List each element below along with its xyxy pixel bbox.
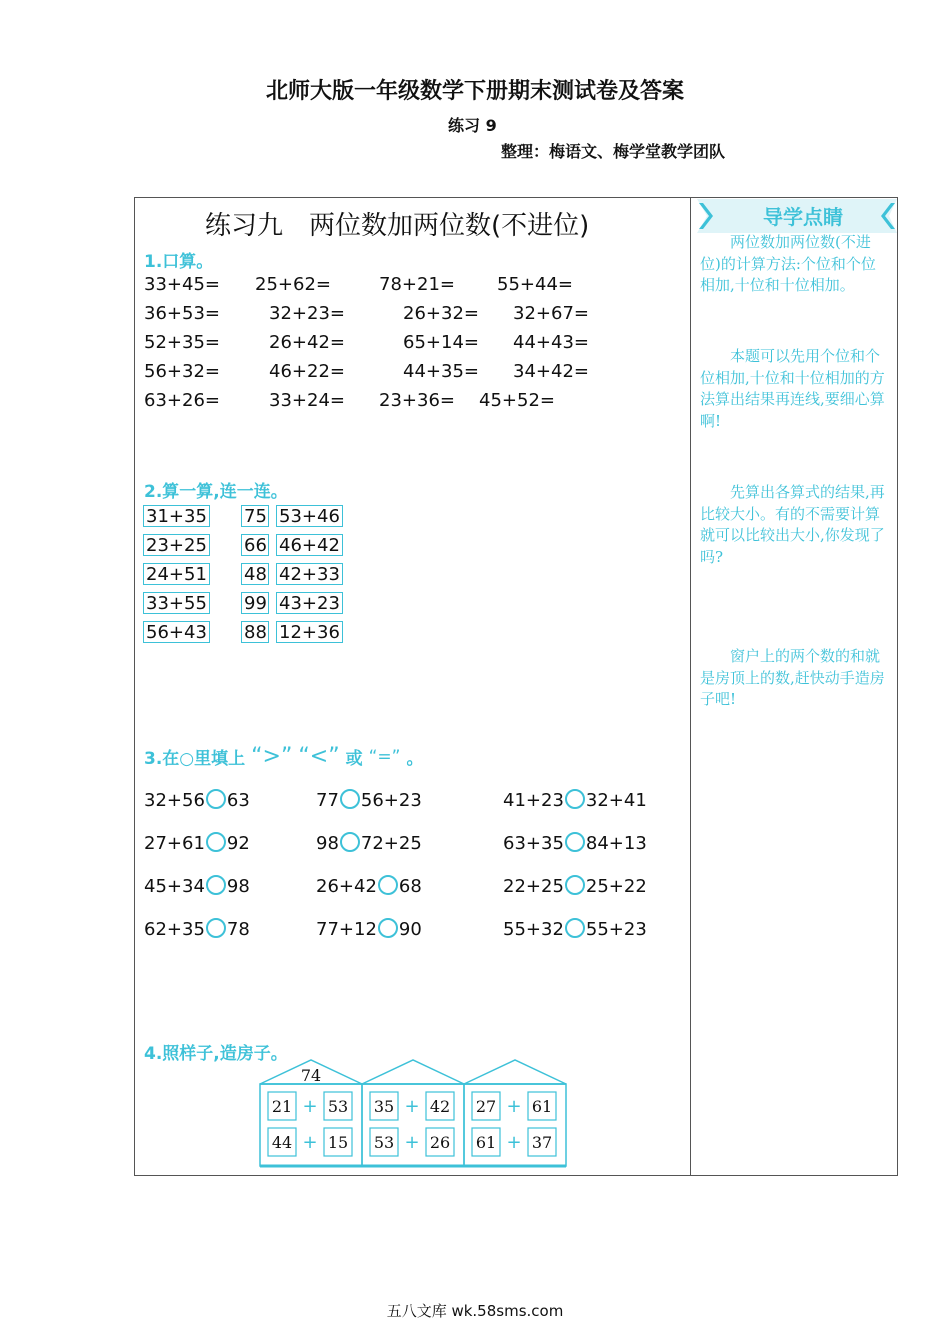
compare-left: 77+12 bbox=[316, 919, 377, 940]
oral-calc-item: 56+32= bbox=[144, 361, 220, 382]
oral-calc-item: 78+21= bbox=[379, 274, 455, 295]
gt-symbol: “>” bbox=[251, 744, 293, 769]
houses-drawing bbox=[258, 1058, 570, 1170]
compare-left: 55+32 bbox=[503, 919, 564, 940]
compare-item bbox=[316, 918, 422, 940]
house-roof bbox=[464, 1060, 566, 1084]
match-right-expr: 46+42 bbox=[276, 534, 343, 556]
plus-sign: + bbox=[506, 1132, 522, 1153]
answer-circle[interactable] bbox=[340, 789, 360, 809]
match-middle-number: 66 bbox=[241, 534, 269, 556]
answer-circle[interactable] bbox=[565, 875, 585, 895]
compare-right: 84+13 bbox=[585, 833, 647, 854]
window-number: 53 bbox=[327, 1097, 349, 1116]
oral-calc-item: 32+67= bbox=[513, 303, 589, 324]
oral-calc-item: 52+35= bbox=[144, 332, 220, 353]
compare-right: 25+22 bbox=[585, 876, 647, 897]
compare-right: 63 bbox=[226, 790, 250, 811]
compare-left: 45+34 bbox=[144, 876, 205, 897]
match-left-expr: 33+55 bbox=[143, 592, 210, 614]
exercise-title: 练习九 两位数加两位数(不进位) bbox=[205, 211, 590, 241]
compare-item bbox=[144, 789, 250, 811]
section3-heading bbox=[144, 744, 423, 769]
match-left-expr: 56+43 bbox=[143, 621, 210, 643]
oral-calc-item: 63+26= bbox=[144, 390, 220, 411]
match-left-expr: 24+51 bbox=[143, 563, 210, 585]
match-right-expr: 12+36 bbox=[276, 621, 343, 643]
lt-symbol: “<” bbox=[298, 744, 340, 769]
answer-circle[interactable] bbox=[206, 875, 226, 895]
match-right-expr: 53+46 bbox=[276, 505, 343, 527]
section1-heading: 1.口算。 bbox=[144, 252, 214, 272]
column-divider bbox=[690, 197, 691, 1176]
window-number: 42 bbox=[429, 1097, 451, 1116]
compare-right: 90 bbox=[398, 919, 422, 940]
answer-circle[interactable] bbox=[565, 832, 585, 852]
compare-right: 72+25 bbox=[360, 833, 422, 854]
oral-calc-item: 65+14= bbox=[403, 332, 479, 353]
match-right-expr: 43+23 bbox=[276, 592, 343, 614]
page-title: 北师大版一年级数学下册期末测试卷及答案 bbox=[265, 79, 684, 104]
compare-left: 32+56 bbox=[144, 790, 205, 811]
window-number: 44 bbox=[271, 1133, 293, 1152]
plus-sign: + bbox=[302, 1132, 318, 1153]
compare-right: 92 bbox=[226, 833, 250, 854]
plus-sign: + bbox=[404, 1096, 420, 1117]
tip-2: 本题可以先用个位和个位相加,十位和十位相加的方法算出结果再连线,要细心算啊! bbox=[700, 347, 885, 430]
tip-4: 窗户上的两个数的和就是房顶上的数,赶快动手造房子吧! bbox=[700, 647, 885, 708]
compare-item bbox=[503, 832, 647, 854]
compare-item bbox=[503, 918, 647, 940]
answer-circle[interactable] bbox=[340, 832, 360, 852]
match-left-expr: 31+35 bbox=[143, 505, 210, 527]
answer-circle[interactable] bbox=[206, 832, 226, 852]
compare-item bbox=[316, 789, 422, 811]
compare-left: 62+35 bbox=[144, 919, 205, 940]
eq-symbol: “=” bbox=[368, 746, 401, 767]
plus-sign: + bbox=[506, 1096, 522, 1117]
oral-calc-item: 23+36= bbox=[379, 390, 455, 411]
match-middle-number: 99 bbox=[241, 592, 269, 614]
compare-right: 98 bbox=[226, 876, 250, 897]
oral-calc-item: 44+35= bbox=[403, 361, 479, 382]
compare-item bbox=[144, 875, 250, 897]
footer-watermark: 五八文库 wk.58sms.com bbox=[386, 1302, 564, 1320]
window-number: 27 bbox=[475, 1097, 497, 1116]
answer-circle[interactable] bbox=[378, 875, 398, 895]
answer-circle[interactable] bbox=[206, 918, 226, 938]
compare-left: 22+25 bbox=[503, 876, 564, 897]
compare-right: 78 bbox=[226, 919, 250, 940]
oral-calc-item: 45+52= bbox=[479, 390, 555, 411]
answer-circle[interactable] bbox=[206, 789, 226, 809]
plus-sign: + bbox=[302, 1096, 318, 1117]
compare-left: 63+35 bbox=[503, 833, 564, 854]
answer-circle[interactable] bbox=[565, 918, 585, 938]
oral-calc-item: 44+43= bbox=[513, 332, 589, 353]
heading-end: 。 bbox=[406, 749, 424, 769]
match-right-expr: 42+33 bbox=[276, 563, 343, 585]
oral-calc-item: 26+32= bbox=[403, 303, 479, 324]
page-subtitle: 练习 9 bbox=[448, 116, 497, 135]
compare-left: 26+42 bbox=[316, 876, 377, 897]
sidebar-banner-label: 导学点睛 bbox=[763, 205, 843, 229]
house-roof bbox=[362, 1060, 464, 1084]
match-middle-number: 75 bbox=[241, 505, 269, 527]
oral-calc-item: 33+24= bbox=[269, 390, 345, 411]
compare-item bbox=[503, 875, 647, 897]
oral-calc-item: 46+22= bbox=[269, 361, 345, 382]
plus-sign: + bbox=[404, 1132, 420, 1153]
match-middle-number: 88 bbox=[241, 621, 269, 643]
window-number: 26 bbox=[429, 1133, 451, 1152]
or-word: 或 bbox=[345, 749, 363, 769]
compare-left: 98 bbox=[316, 833, 339, 854]
compare-item bbox=[144, 918, 250, 940]
compare-item bbox=[316, 832, 422, 854]
window-number: 21 bbox=[271, 1097, 293, 1116]
compare-right: 56+23 bbox=[360, 790, 422, 811]
compare-item bbox=[503, 789, 647, 811]
window-number: 37 bbox=[531, 1133, 553, 1152]
window-number: 61 bbox=[475, 1133, 497, 1152]
match-left-expr: 23+25 bbox=[143, 534, 210, 556]
tip-1: 两位数加两位数(不进位)的计算方法:个位和个位相加,十位和十位相加。 bbox=[700, 233, 876, 294]
compare-item bbox=[144, 832, 250, 854]
compare-right: 68 bbox=[398, 876, 422, 897]
house-roof-number: 74 bbox=[300, 1066, 322, 1085]
compare-right: 32+41 bbox=[585, 790, 647, 811]
oral-calc-item: 32+23= bbox=[269, 303, 345, 324]
oral-calc-item: 25+62= bbox=[255, 274, 331, 295]
oral-calc-item: 34+42= bbox=[513, 361, 589, 382]
oral-calc-item: 33+45= bbox=[144, 274, 220, 295]
author-line: 整理：梅语文、梅学堂教学团队 bbox=[501, 142, 726, 161]
oral-calc-item: 36+53= bbox=[144, 303, 220, 324]
compare-left: 27+61 bbox=[144, 833, 205, 854]
match-middle-number: 48 bbox=[241, 563, 269, 585]
window-number: 15 bbox=[327, 1133, 349, 1152]
oral-calc-item: 55+44= bbox=[497, 274, 573, 295]
window-number: 53 bbox=[373, 1133, 395, 1152]
section4-heading: 4.照样子,造房子。 bbox=[144, 1044, 288, 1064]
answer-circle[interactable] bbox=[565, 789, 585, 809]
window-number: 61 bbox=[531, 1097, 553, 1116]
section3-heading-pre: 3.在○里填上 bbox=[144, 749, 246, 769]
answer-circle[interactable] bbox=[378, 918, 398, 938]
compare-left: 77 bbox=[316, 790, 339, 811]
compare-right: 55+23 bbox=[585, 919, 647, 940]
window-number: 35 bbox=[373, 1097, 395, 1116]
compare-left: 41+23 bbox=[503, 790, 564, 811]
section2-heading: 2.算一算,连一连。 bbox=[144, 482, 288, 502]
compare-item bbox=[316, 875, 422, 897]
tip-3: 先算出各算式的结果,再比较大小。有的不需要计算就可以比较出大小,你发现了吗? bbox=[700, 483, 885, 566]
oral-calc-item: 26+42= bbox=[269, 332, 345, 353]
